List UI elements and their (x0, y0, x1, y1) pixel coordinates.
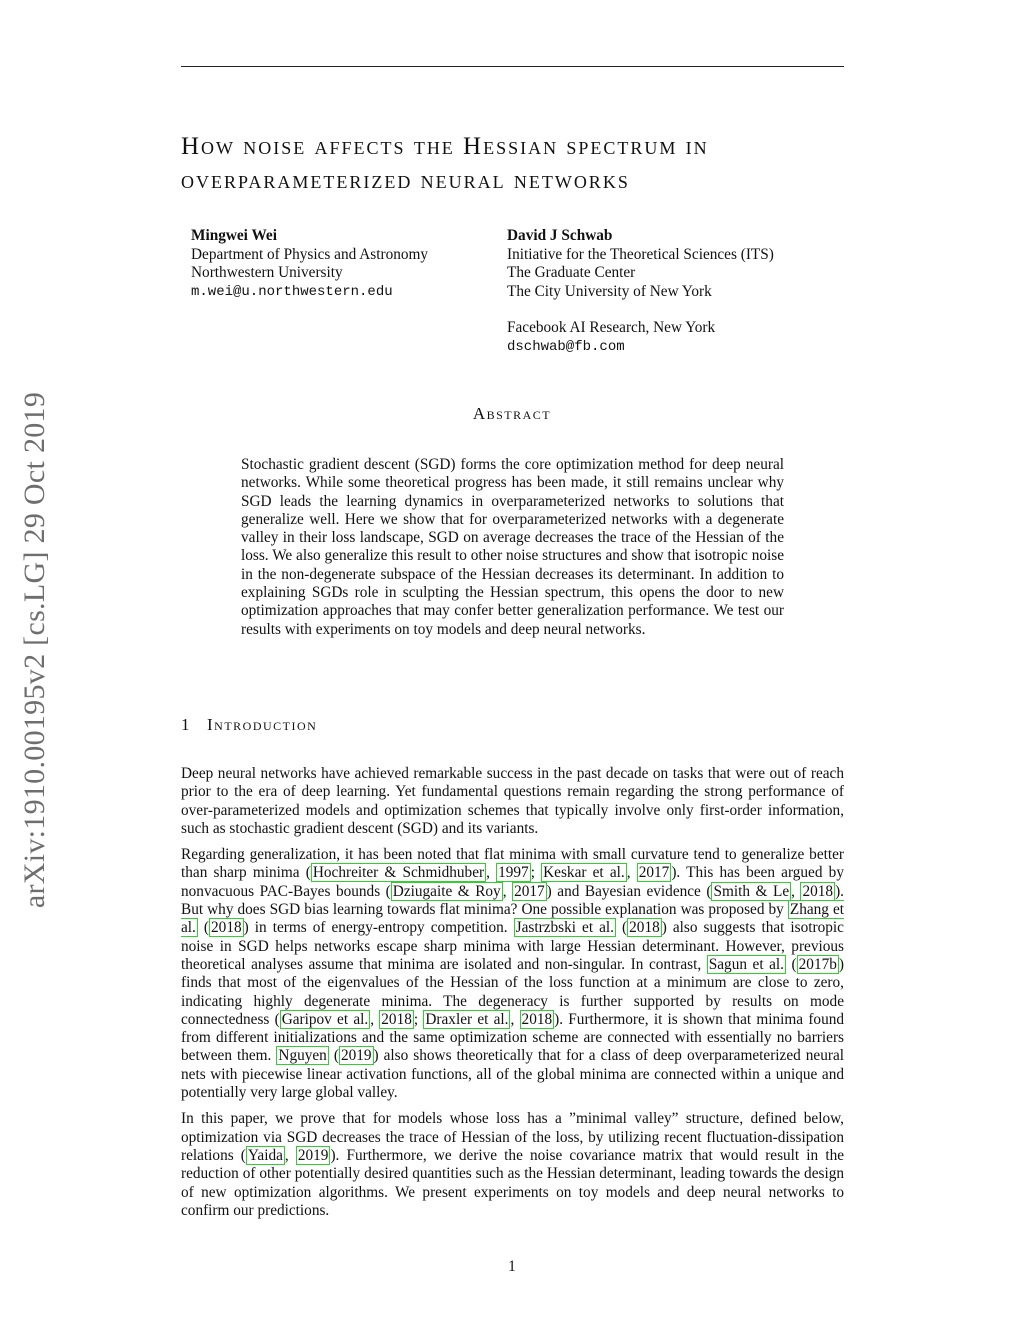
citation-link[interactable]: 2017 (638, 864, 670, 882)
citation-link[interactable]: 2018 (629, 919, 660, 937)
citation-link[interactable]: Draxler et al. (425, 1010, 509, 1028)
citation-link[interactable]: Dziugaite & Roy (392, 882, 501, 900)
citation-link[interactable]: 2017b (798, 955, 837, 973)
abstract-text: Stochastic gradient descent (SGD) forms the core optimization method for deep neural networks. While some theoretical progress has been made, it still remains unclear why SGD leads the learning dynamics in overparameterized networks to solutions that generalize well. Here we show that for overparameterized networks with a degenerate valley in their loss landscape, SGD on average decreases the trace of the Hessian of the loss. We also generalize this result to other noise structures and show that isotropic noise in the non-degenerate subspace of the Hessian decreases its determinant. In addition to explaining SGDs role in sculpting the Hessian spectrum, this opens the door to new optimization approaches that may confer better generalization performance. We test our results with experiments on toy models and deep neural networks. (241, 456, 784, 638)
author-email[interactable]: m.wei@u.northwestern.edu (191, 283, 393, 300)
author-affiliation: Facebook AI Research, New York (507, 319, 716, 336)
citation-link[interactable]: Hochreiter & Schmidhuber (312, 864, 485, 882)
citation-link[interactable]: 2017 (514, 882, 545, 900)
citation-link[interactable]: Nguyen (278, 1047, 327, 1065)
citation-link[interactable]: Garipov et al. (281, 1010, 369, 1028)
citation-link[interactable]: 2019 (340, 1047, 372, 1065)
section-heading (181, 715, 317, 735)
section-number: 1 (181, 715, 191, 734)
paragraph: Deep neural networks have achieved remarkable success in the past decade on tasks that were out of reach prior to the era of deep learning. Yet fundamental questions remain regarding the strong performance of over-parameterized models and optimization schemes that typically involve only first-order information, such as stochastic gradient descent (SGD) and its variants. (181, 765, 844, 837)
author-affiliation: The Graduate Center (507, 264, 636, 281)
citation-link[interactable]: 2018 (211, 919, 242, 937)
author-block-2 (507, 227, 774, 356)
citation-link[interactable]: 2018 (802, 882, 834, 900)
arxiv-stamp (10, 355, 60, 945)
author-block-1 (191, 227, 428, 301)
abstract-heading: Abstract (472, 404, 552, 423)
citation-link[interactable]: 1997 (498, 864, 529, 882)
citation-link[interactable]: Smith & Le (713, 882, 790, 900)
title-line-2: overparameterized neural networks (181, 167, 630, 194)
author-name: David J Schwab (507, 227, 613, 244)
author-affiliation: Department of Physics and Astronomy (191, 245, 429, 263)
citation-link[interactable]: Yaida (247, 1146, 283, 1164)
author-email[interactable]: dschwab@fb.com (507, 338, 625, 355)
author-affiliation: Initiative for the Theoretical Sciences (ITS) (507, 245, 774, 263)
section-body (181, 765, 844, 1228)
title-line-1: How noise affects the Hessian spectrum in (181, 133, 709, 160)
paragraph: In this paper, we prove that for models whose loss has a ”minimal valley” structure, defined below, optimization via SGD decreases the trace of Hessian of the loss, by utilizing recent fluctuation-dissipation relations ( Yaida , 2019 ). Furthermore, we derive the noise covariance matrix that would result in the reduction of other potentially desired quantities such as the Hessian determinant, leading towards the design of new optimization algorithms. We present experiments on toy models and deep neural networks to confirm our predictions. (181, 1110, 845, 1219)
citation-link[interactable]: Sagun et al. (708, 955, 784, 973)
citation-link[interactable]: 2018 (521, 1010, 553, 1028)
citation-link[interactable]: 2018 (381, 1010, 412, 1028)
author-affiliation: The City University of New York (507, 282, 712, 300)
arxiv-stamp-text: arXiv:1910.00195v2 [cs.LG] 29 Oct 2019 (18, 391, 51, 909)
page-number: 1 (508, 1258, 516, 1275)
section-title: Introduction (207, 715, 318, 734)
paper-title (181, 130, 851, 198)
citation-link[interactable]: Jastrzbski et al. (515, 919, 614, 937)
paragraph: Regarding generalization, it has been noted that flat minima with small curvature tend to generalize better than sharp minima ( Hochreiter & Schmidhuber , 1997 ; Keskar et al. , 2017 ). This has been argued by nonvacuous PAC-Bayes bounds ( Dziugaite & Roy , 2017 ) and Bayesian evidence ( Smith & Le , 2018 ). But why does SGD bias learning towards flat minima? One possible explanation was proposed by Zhang et al. ( 2018 ) in terms of energy-entropy competition. Jastrzbski et al. ( 2018 ) also suggests that isotropic noise in SGD helps networks escape sharp minima with large Hessian determinant. However, previous theoretical analyses assume that minima are isolated and non-singular. In contrast, Sagun et al. ( 2017b ) finds that most of the eigenvalues of the Hessian of the loss function at a minimum are close to zero, indicating highly degenerate minima. The degeneracy is further supported by results on mode connectedness ( Garipov et al. , 2018 ; Draxler et al. , 2018 ). Furthermore, it is shown that minima found from different initializations and the same optimization scheme are connected with essentially no barriers between them. Nguyen ( 2019 ) also shows theoretically that for a class of deep overparameterized neural nets with piecewise linear activation functions, all of the global minima are connected within a unique and potentially very large global valley. (181, 846, 845, 1102)
author-name: Mingwei Wei (191, 227, 277, 244)
header-rule (181, 66, 844, 67)
citation-link[interactable]: Keskar et al. (543, 864, 625, 882)
author-affiliation: Northwestern University (191, 264, 343, 281)
citation-link[interactable]: 2019 (297, 1146, 329, 1164)
citation-link[interactable]: Zhang et al. (181, 901, 844, 937)
